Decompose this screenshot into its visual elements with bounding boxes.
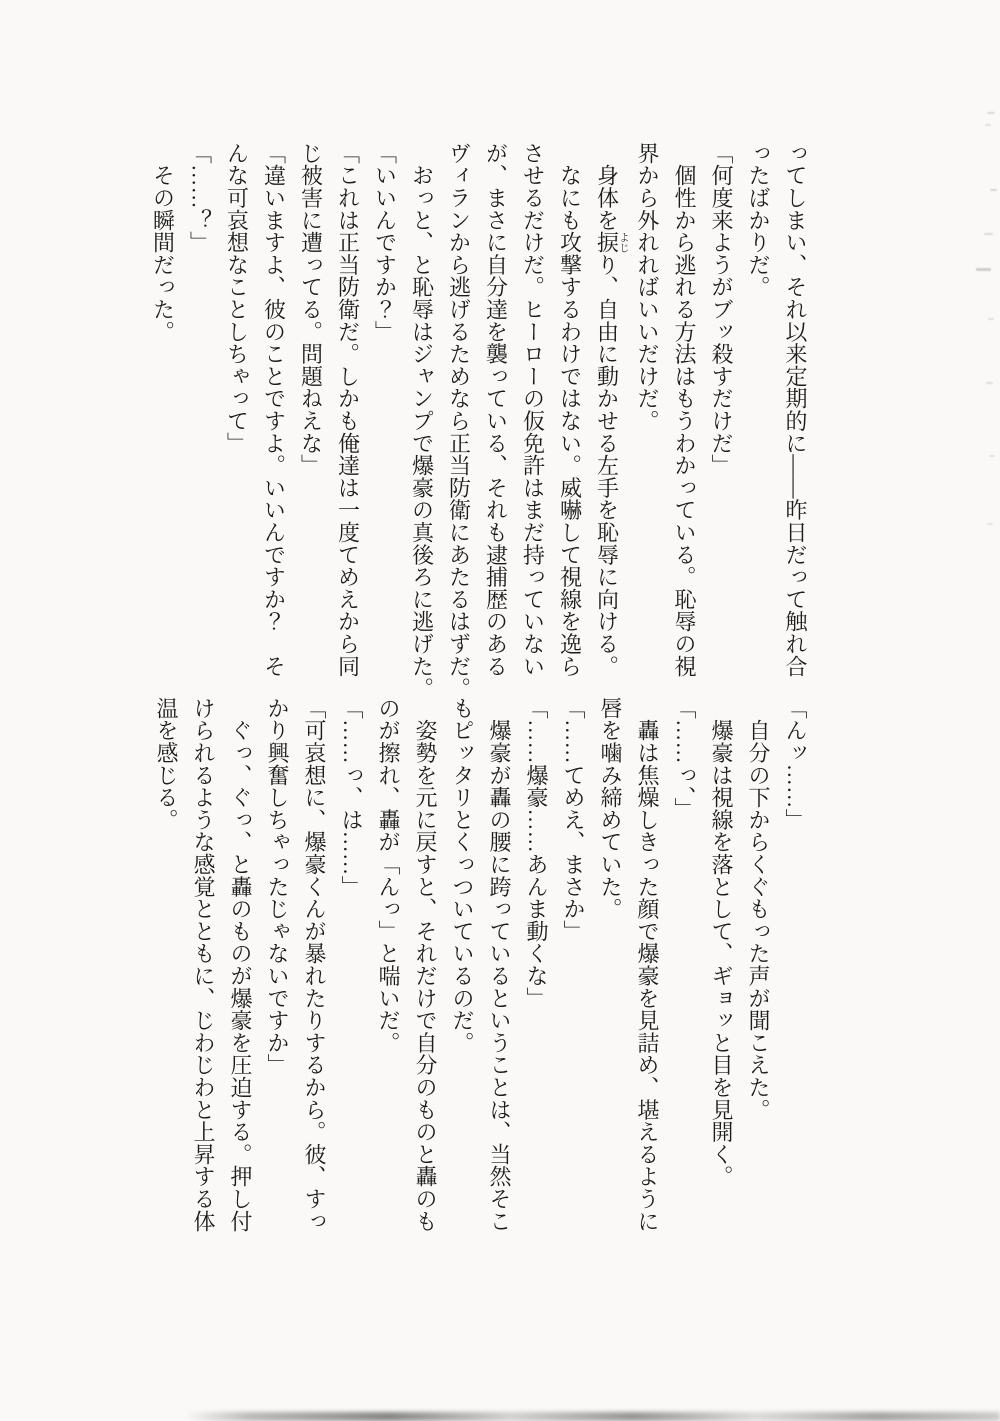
text-run: 身体を [594,142,620,232]
text-column: が、まさに自分達を襲っている、それも逮捕歴のある [483,142,509,678]
text-column: 界から外れればいいだけだ。 [635,142,660,432]
text-column: 「……っ、」 [672,697,697,820]
scan-artifact-bottom-edge [185,1412,1000,1421]
scan-artifact [984,233,993,235]
text-column: もピッタリとくっついているのだ。 [450,697,475,1054]
text-column: んな可哀想なことしちゃって」 [224,142,250,455]
text-column: 唇を噛み締めていた。 [598,697,623,920]
scan-artifact [986,382,993,384]
text-column-with-furigana [589,142,630,687]
ruby-base: 捩 [594,231,620,254]
text-column: 「可哀想に、爆豪くんが暴れたりするから。彼、すっ [302,697,327,1233]
text-column: 自分の下からくぐもった声が聞こえた。 [746,697,771,1121]
scan-artifact [990,189,997,191]
text-column: 「何度来ようがブッ殺すだけだ」 [709,142,734,477]
text-column: 姿勢を元に戻すと、それだけで自分のものと轟のも [413,697,438,1233]
ruby-text: よじ [618,231,629,254]
text-column: 「……？」 [187,142,213,254]
text-column: 「いいんですか？」 [372,142,398,343]
text-column: 爆豪が轟の腰に跨っているということは、当然そこ [487,697,512,1233]
furigana-ruby [594,231,629,254]
text-column: 「……っ、は……」 [339,697,364,898]
text-column: 「……爆豪……あんま動くな」 [524,697,549,1010]
text-column: じ被害に遭ってる。問題ねえな」 [298,142,324,477]
text-column: なにも攻撃するわけではない。威嚇して視線を逸ら [557,142,583,678]
scan-artifact [989,455,995,457]
text-column: 「んッ……」 [783,697,808,831]
text-column: けられるような感覚とともに、じわじわと上昇する体 [191,697,216,1233]
text-column: ヴィランから逃げるためなら正当防衛にあたるはずだ。 [446,142,472,700]
text-column: のが擦れ、轟が「んっ」と喘いだ。 [376,697,401,1054]
text-column: 轟は焦燥しきった顔で爆豪を見詰め、堪えるように [635,697,660,1233]
text-column: 個性から逃れる方法はもうわかっている。恥辱の視 [672,142,697,678]
text-column: ぐっ、ぐっ、と轟のものが爆豪を圧迫する。押し付 [228,697,253,1233]
text-column: 「これは正当防衛だ。しかも俺達は一度てめえから同 [335,142,361,678]
scan-artifact [976,268,991,271]
text-column: 爆豪は視線を落として、ギョッと目を見開く。 [709,697,734,1188]
text-column: 「違いますよ、彼のことですよ。いいんですか？ そ [261,142,287,678]
text-column: 「……てめえ、まさか」 [561,697,586,943]
scan-artifact [987,523,993,525]
text-column: ったばかりだ。 [746,142,771,299]
text-column: させるだけだ。ヒーローの仮免許はまだ持っていない [520,142,546,678]
text-run: り、自由に動かせる左手を恥辱に向ける。 [594,253,620,678]
lower-text-block [148,697,814,1252]
text-column: ってしまい、それ以来定期的に――昨日だって触れ合 [783,142,808,678]
scan-artifact [987,112,995,114]
scan-artifact [988,318,994,320]
text-column: おっと、と恥辱はジャンプで爆豪の真後ろに逃げた。 [409,142,435,700]
text-column: その瞬間だった。 [150,142,176,343]
upper-text-block [148,142,814,700]
text-column: かり興奮しちゃったじゃないですか」 [265,697,290,1077]
text-column: 温を感じる。 [154,697,179,831]
scan-artifact [985,124,991,126]
